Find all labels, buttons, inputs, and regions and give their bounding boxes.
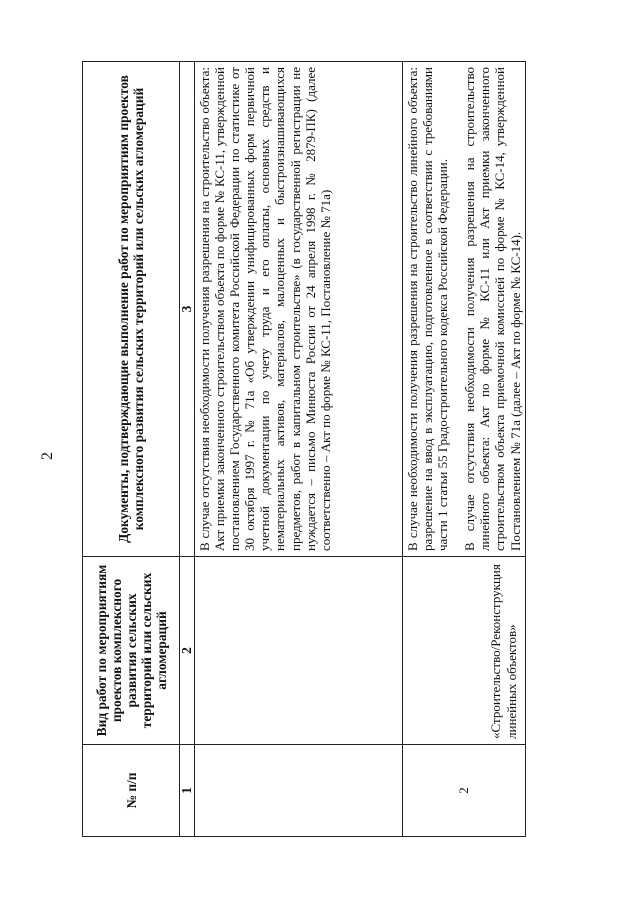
row2-documents (403, 62, 526, 557)
rotated-table-wrapper (82, 62, 523, 837)
header-row (83, 62, 180, 837)
col-number-2: 2 (180, 557, 195, 745)
paragraph-gap (450, 67, 462, 551)
row1-work-type (195, 557, 403, 745)
table-row (403, 62, 526, 837)
table-row (195, 62, 403, 837)
row1-index (195, 745, 403, 837)
header-index: № п/п (83, 745, 180, 837)
column-number-row (180, 62, 195, 837)
header-documents: Документы, подтверждающие выполнение работ по мероприятиям проектов комплексного развития сельских территорий или сельских агломераций (83, 62, 180, 557)
row2-work-type: «Строительство/Реконструкция линейных объектов» (403, 557, 526, 745)
page-number: 2 (39, 452, 56, 460)
row2-doc-paragraph-1: В случае необходимости получения разрешения на строительство линейного объекта: разрешение на ввод в эксплуатацию, подготовленное в соответствии с требованиями части 1 статьи 55 Градостроительного кодекса Российской Федерации. (405, 67, 451, 551)
row2-doc-paragraph-2: В случае отсутствия необходимости получения разрешения на строительство линейного объекта: Акт по форме № КС-11 или Акт приемки законченного строительством объекта приемочной комиссией по форме № КС-14, утвержденной Постановлением № 71а (далее – Акт по форме № КС-14). (462, 67, 523, 551)
header-work-type: Вид работ по мероприятиям проектов комплексного развития сельских территорий или сельских агломераций (83, 557, 180, 745)
row1-documents: В случае отсутствия необходимости получения разрешения на строительство объекта: Акт приемки законченного строительством объекта по форме № КС-11, утвержденной постановлением Государственного комитета Российской Федерации по статистике от 30 октября 1997 г. № 71а «Об утверждении унифицированных форм первичной учетной документации по учету труда и его оплаты, основных средств и нематериальных активов, материалов, малоценных и быстроизнашивающихся предметов, работ в капитальном строительстве» (в государственной регистрации не нуждается – письмо Минюста России от 24 апреля 1998 г. № 2879-ПК) (далее соответственно – Акт по форме № КС-11, Постановление № 71а) (195, 62, 403, 557)
col-number-3: 3 (180, 62, 195, 557)
documents-table (82, 61, 526, 837)
row2-index: 2 (403, 745, 526, 837)
col-number-1: 1 (180, 745, 195, 837)
